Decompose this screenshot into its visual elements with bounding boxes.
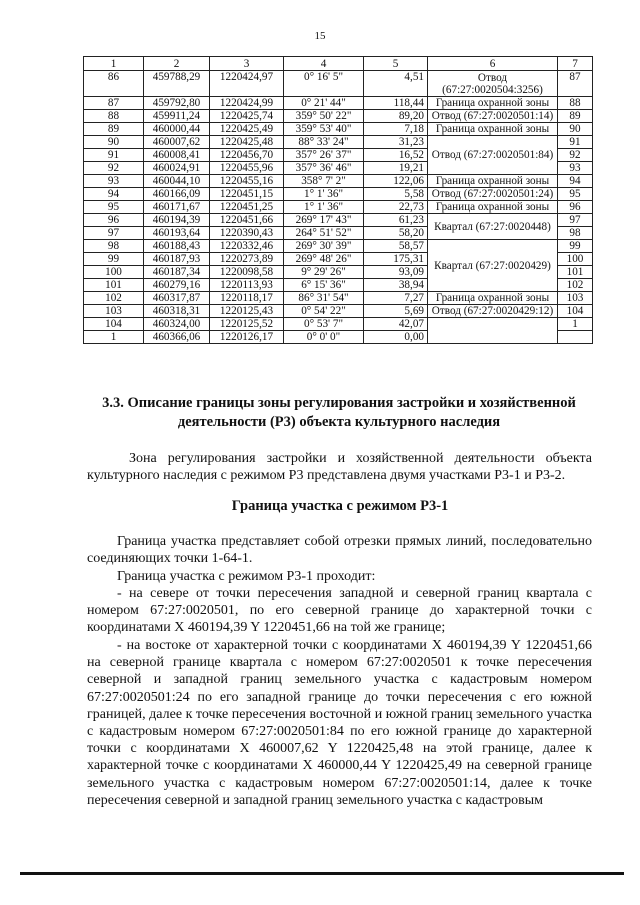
boundary-description-cell: Граница охранной зоны <box>428 201 558 214</box>
x-coordinate-cell: 460007,62 <box>144 136 210 149</box>
point-number-cell: 104 <box>84 318 144 331</box>
y-coordinate-cell: 1220425,49 <box>210 123 284 136</box>
length-cell: 175,31 <box>364 253 428 266</box>
table-row <box>84 292 593 305</box>
table-row <box>84 71 593 97</box>
direction-angle-cell: 0° 54' 22" <box>284 305 364 318</box>
boundary-description-cell: Граница охранной зоны <box>428 175 558 188</box>
x-coordinate-cell: 460194,39 <box>144 214 210 227</box>
direction-angle-cell: 0° 16' 5" <box>284 71 364 97</box>
x-coordinate-cell: 460008,41 <box>144 149 210 162</box>
direction-angle-cell: 269° 48' 26" <box>284 253 364 266</box>
point-number-cell: 1 <box>84 331 144 344</box>
boundary-description-cell: Квартал (67:27:0020448) <box>428 214 558 240</box>
end-point-cell: 100 <box>558 253 593 266</box>
x-coordinate-cell: 460317,87 <box>144 292 210 305</box>
length-cell: 118,44 <box>364 97 428 110</box>
x-coordinate-cell: 460366,06 <box>144 331 210 344</box>
end-point-cell: 89 <box>558 110 593 123</box>
direction-angle-cell: 0° 53' 7" <box>284 318 364 331</box>
boundary-description-cell <box>428 318 558 344</box>
table-header-cell: 6 <box>428 57 558 71</box>
point-number-cell: 91 <box>84 149 144 162</box>
end-point-cell: 88 <box>558 97 593 110</box>
point-number-cell: 89 <box>84 123 144 136</box>
boundary-description-cell: Отвод (67:27:0020501:24) <box>428 188 558 201</box>
paragraph-north: - на севере от точки пересечения западной и северной границ квартала с номером 67:27:0020501, по его северной границе до характерной точки с координатами X 460194,39 Y 1220451,66 на той же границе; <box>87 586 592 636</box>
x-coordinate-cell: 460193,64 <box>144 227 210 240</box>
length-cell: 0,00 <box>364 331 428 344</box>
x-coordinate-cell: 460188,43 <box>144 240 210 253</box>
direction-angle-cell: 358° 7' 2" <box>284 175 364 188</box>
y-coordinate-cell: 1220125,43 <box>210 305 284 318</box>
table-row <box>84 110 593 123</box>
point-number-cell: 90 <box>84 136 144 149</box>
point-number-cell: 92 <box>84 162 144 175</box>
end-point-cell: 96 <box>558 201 593 214</box>
table-row <box>84 214 593 227</box>
table-row <box>84 175 593 188</box>
table-header-cell: 2 <box>144 57 210 71</box>
direction-angle-cell: 359° 53' 40" <box>284 123 364 136</box>
boundary-description-cell: Отвод (67:27:0020501:14) <box>428 110 558 123</box>
table-header-cell: 1 <box>84 57 144 71</box>
boundary-description-cell: Граница охранной зоны <box>428 97 558 110</box>
end-point-cell: 90 <box>558 123 593 136</box>
direction-angle-cell: 359° 50' 22" <box>284 110 364 123</box>
end-point-cell: 91 <box>558 136 593 149</box>
table-row <box>84 188 593 201</box>
point-number-cell: 103 <box>84 305 144 318</box>
length-cell: 16,52 <box>364 149 428 162</box>
intro-paragraph: Зона регулирования застройки и хозяйственной деятельности объекта культурного наследия с режимом Р3 представлена двумя участками Р3-1 и Р3-2. <box>87 451 592 484</box>
x-coordinate-cell: 459788,29 <box>144 71 210 97</box>
boundary-description-cell: Квартал (67:27:0020429) <box>428 240 558 292</box>
end-point-cell: 104 <box>558 305 593 318</box>
x-coordinate-cell: 460318,31 <box>144 305 210 318</box>
end-point-cell <box>558 331 593 344</box>
direction-angle-cell: 357° 26' 37" <box>284 149 364 162</box>
paragraph-boundary-intro: Граница участка представляет собой отрезки прямых линий, последовательно соединяющих точки 1-64-1. <box>87 534 592 567</box>
length-cell: 7,27 <box>364 292 428 305</box>
direction-angle-cell: 269° 17' 43" <box>284 214 364 227</box>
x-coordinate-cell: 460187,93 <box>144 253 210 266</box>
y-coordinate-cell: 1220098,58 <box>210 266 284 279</box>
y-coordinate-cell: 1220424,99 <box>210 97 284 110</box>
point-number-cell: 86 <box>84 71 144 97</box>
length-cell: 5,69 <box>364 305 428 318</box>
length-cell: 89,20 <box>364 110 428 123</box>
end-point-cell: 92 <box>558 149 593 162</box>
end-point-cell: 87 <box>558 71 593 97</box>
y-coordinate-cell: 1220424,97 <box>210 71 284 97</box>
length-cell: 31,23 <box>364 136 428 149</box>
end-point-cell: 99 <box>558 240 593 253</box>
table-row <box>84 305 593 318</box>
end-point-cell: 97 <box>558 214 593 227</box>
y-coordinate-cell: 1220455,16 <box>210 175 284 188</box>
table-header-cell: 7 <box>558 57 593 71</box>
y-coordinate-cell: 1220455,96 <box>210 162 284 175</box>
table-row <box>84 97 593 110</box>
direction-angle-cell: 0° 21' 44" <box>284 97 364 110</box>
length-cell: 38,94 <box>364 279 428 292</box>
point-number-cell: 100 <box>84 266 144 279</box>
end-point-cell: 93 <box>558 162 593 175</box>
end-point-cell: 94 <box>558 175 593 188</box>
y-coordinate-cell: 1220118,17 <box>210 292 284 305</box>
end-point-cell: 98 <box>558 227 593 240</box>
y-coordinate-cell: 1220456,70 <box>210 149 284 162</box>
direction-angle-cell: 1° 1' 36" <box>284 201 364 214</box>
length-cell: 58,20 <box>364 227 428 240</box>
point-number-cell: 93 <box>84 175 144 188</box>
point-number-cell: 88 <box>84 110 144 123</box>
y-coordinate-cell: 1220425,48 <box>210 136 284 149</box>
y-coordinate-cell: 1220273,89 <box>210 253 284 266</box>
x-coordinate-cell: 460044,10 <box>144 175 210 188</box>
direction-angle-cell: 86° 31' 54" <box>284 292 364 305</box>
x-coordinate-cell: 460187,34 <box>144 266 210 279</box>
end-point-cell: 102 <box>558 279 593 292</box>
x-coordinate-cell: 459911,24 <box>144 110 210 123</box>
direction-angle-cell: 6° 15' 36" <box>284 279 364 292</box>
point-number-cell: 96 <box>84 214 144 227</box>
point-number-cell: 101 <box>84 279 144 292</box>
section-title: 3.3. Описание границы зоны регулирования застройки и хозяйственной деятельности (Р3) объекта культурного наследия <box>102 395 576 430</box>
point-number-cell: 87 <box>84 97 144 110</box>
x-coordinate-cell: 460279,16 <box>144 279 210 292</box>
boundary-description-cell: Граница охранной зоны <box>428 123 558 136</box>
length-cell: 58,57 <box>364 240 428 253</box>
paragraph-east: - на востоке от характерной точки с координатами X 460194,39 Y 1220451,66 на северной границе квартала с номером 67:27:0020501 к точке пересечения северной и западной границ земельного участка с кадастровым номером 67:27:0020501:24 по его западной границе до точки пересечения с его южной границей, далее к точке пересечения восточной и южной границ земельного участка с кадастровым номером 67:27:0020501:84 по его южной границе до характерной точки с координатами X 460007,62 Y 1220425,48 на этой границе, далее к характерной точке с координатами X 460000,44 Y 1220425,49 на северной границе земельного участка с кадастровым номером 67:27:0020501:14, далее к точке пересечения северной и западной границ земельного участка с кадастровым <box>87 638 592 808</box>
length-cell: 42,07 <box>364 318 428 331</box>
length-cell: 61,23 <box>364 214 428 227</box>
end-point-cell: 103 <box>558 292 593 305</box>
length-cell: 7,18 <box>364 123 428 136</box>
y-coordinate-cell: 1220451,15 <box>210 188 284 201</box>
table-header-cell: 4 <box>284 57 364 71</box>
table-row <box>84 136 593 149</box>
y-coordinate-cell: 1220451,25 <box>210 201 284 214</box>
length-cell: 22,73 <box>364 201 428 214</box>
direction-angle-cell: 0° 0' 0" <box>284 331 364 344</box>
length-cell: 4,51 <box>364 71 428 97</box>
point-number-cell: 95 <box>84 201 144 214</box>
y-coordinate-cell: 1220332,46 <box>210 240 284 253</box>
page-number: 15 <box>314 30 326 42</box>
direction-angle-cell: 357° 36' 46" <box>284 162 364 175</box>
direction-angle-cell: 1° 1' 36" <box>284 188 364 201</box>
boundary-description-cell: Отвод (67:27:0020504:3256) <box>428 71 558 97</box>
direction-angle-cell: 264° 51' 52" <box>284 227 364 240</box>
length-cell: 5,58 <box>364 188 428 201</box>
table-row <box>84 123 593 136</box>
end-point-cell: 95 <box>558 188 593 201</box>
table-row <box>84 240 593 253</box>
x-coordinate-cell: 459792,80 <box>144 97 210 110</box>
table-header-cell: 3 <box>210 57 284 71</box>
y-coordinate-cell: 1220113,93 <box>210 279 284 292</box>
table-row <box>84 318 593 331</box>
paragraph-passes: Граница участка с режимом Р3-1 проходит: <box>117 569 376 584</box>
boundary-description-cell: Отвод (67:27:0020501:84) <box>428 136 558 175</box>
direction-angle-cell: 269° 30' 39" <box>284 240 364 253</box>
y-coordinate-cell: 1220390,43 <box>210 227 284 240</box>
table-header-cell: 5 <box>364 57 428 71</box>
y-coordinate-cell: 1220125,52 <box>210 318 284 331</box>
direction-angle-cell: 9° 29' 26" <box>284 266 364 279</box>
footer-rule <box>20 872 624 875</box>
end-point-cell: 1 <box>558 318 593 331</box>
boundary-description-cell: Отвод (67:27:0020429:12) <box>428 305 558 318</box>
table-row <box>84 201 593 214</box>
point-number-cell: 99 <box>84 253 144 266</box>
x-coordinate-cell: 460024,91 <box>144 162 210 175</box>
point-number-cell: 98 <box>84 240 144 253</box>
point-number-cell: 94 <box>84 188 144 201</box>
table-header-row <box>84 57 593 71</box>
y-coordinate-cell: 1220425,74 <box>210 110 284 123</box>
length-cell: 122,06 <box>364 175 428 188</box>
point-number-cell: 102 <box>84 292 144 305</box>
point-number-cell: 97 <box>84 227 144 240</box>
y-coordinate-cell: 1220126,17 <box>210 331 284 344</box>
coordinates-table <box>83 56 593 344</box>
length-cell: 93,09 <box>364 266 428 279</box>
subsection-title: Граница участка с режимом Р3-1 <box>231 498 449 514</box>
length-cell: 19,21 <box>364 162 428 175</box>
x-coordinate-cell: 460166,09 <box>144 188 210 201</box>
boundary-description-cell: Граница охранной зоны <box>428 292 558 305</box>
x-coordinate-cell: 460324,00 <box>144 318 210 331</box>
x-coordinate-cell: 460000,44 <box>144 123 210 136</box>
end-point-cell: 101 <box>558 266 593 279</box>
y-coordinate-cell: 1220451,66 <box>210 214 284 227</box>
x-coordinate-cell: 460171,67 <box>144 201 210 214</box>
direction-angle-cell: 88° 33' 24" <box>284 136 364 149</box>
